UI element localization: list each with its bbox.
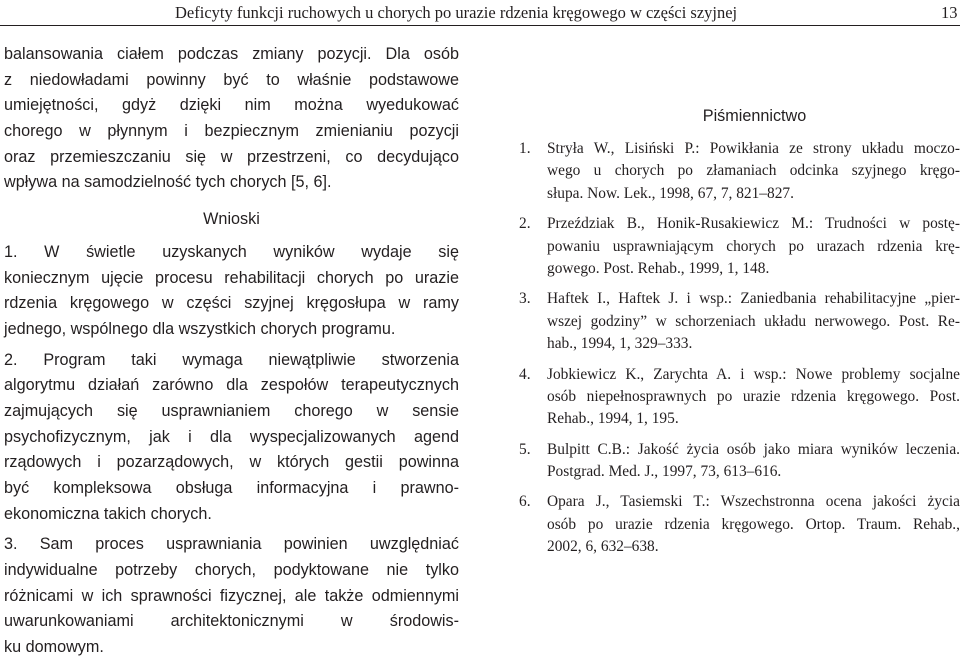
- reference-line: wego u chorych po złamaniach odcinka szyjnego kręgo-: [547, 162, 960, 180]
- header-rule: [0, 25, 960, 26]
- references-column: [519, 100, 960, 567]
- reference-line: słupa. Now. Lek., 1998, 67, 7, 821–827.: [547, 184, 794, 202]
- text-line: umiejętności, gdyż dzięki nim można wyedukować: [4, 96, 459, 115]
- reference-number: 3.: [519, 290, 531, 308]
- text-line: 2. Program taki wymaga niewątpliwie stworzenia: [4, 350, 459, 369]
- reference-item: [519, 491, 960, 558]
- conclusion-point-1: [4, 240, 459, 343]
- text-line: być kompleksowa obsługa informacyjna i prawno-: [4, 479, 459, 497]
- reference-line: Haftek I., Haftek J. i wsp.: Zaniedbania rehabilitacyjne „pier-: [547, 290, 960, 308]
- reference-line: hab., 1994, 1, 329–333.: [547, 335, 693, 353]
- text-line: ekonomiczna takich chorych.: [4, 504, 212, 523]
- text-line: uwarunkowaniami architektonicznymi w środowis-: [4, 612, 459, 631]
- reference-number: 1.: [519, 140, 531, 157]
- reference-line: Postgrad. Med. J., 1997, 73, 613–616.: [547, 463, 782, 481]
- left-column: [4, 42, 459, 661]
- conclusion-point-3: [4, 532, 459, 660]
- reference-number: 2.: [519, 215, 531, 233]
- running-header: [0, 0, 960, 26]
- running-title: Deficyty funkcji ruchowych u chorych po urazie rdzenia kręgowego w części szyjnej: [175, 3, 738, 22]
- conclusions-heading: Wnioski: [203, 210, 260, 229]
- intro-paragraph: [4, 42, 459, 196]
- text-line: balansowania ciałem podczas zmiany pozycji. Dla osób: [4, 45, 459, 63]
- text-line: indywidualne potrzeby chorych, podyktowane nie tylko: [4, 561, 459, 580]
- reference-item: [519, 439, 960, 484]
- text-line: rdzenia kręgowego w części szyjnej kręgosłupa w ramy: [4, 294, 459, 313]
- reference-line: Bulpitt C.B.: Jakość życia osób jako miara wyników leczenia.: [547, 440, 960, 458]
- text-line: różnicami w ich sprawności fizycznej, ale także odmiennymi: [4, 586, 459, 605]
- page-number: 13: [941, 3, 958, 22]
- reference-number: 6.: [519, 493, 531, 511]
- reference-line: Przeździak B., Honik-Rusakiewicz M.: Trudności w postę-: [547, 215, 960, 233]
- reference-line: Rehab., 1994, 1, 195.: [547, 410, 679, 428]
- references-heading: Piśmiennictwo: [702, 107, 807, 125]
- text-line: rządowych i pozarządowych, w których gestii powinna: [4, 453, 459, 472]
- reference-line: Opara J., Tasiemski T.: Wszechstronna ocena jakości życia: [547, 493, 960, 511]
- reference-line: gowego. Post. Rehab., 1999, 1, 148.: [547, 259, 770, 277]
- reference-line: osób po urazie rdzenia kręgowego. Ortop. Traum. Rehab.,: [547, 515, 960, 533]
- reference-line: osób niepełnosprawnych po urazie rdzenia kręgowego. Post.: [547, 387, 960, 405]
- reference-item: [519, 213, 960, 280]
- reference-line: 2002, 6, 632–638.: [547, 538, 659, 556]
- reference-line: wszej godziny” w schorzeniach układu nerwowego. Post. Re-: [547, 312, 960, 330]
- text-line: psychofizycznym, jak i dla wyspecjalizowanych agend: [4, 427, 459, 446]
- conclusion-point-2: [4, 348, 459, 528]
- text-line: 1. W świetle uzyskanych wyników wydaje się: [4, 242, 459, 261]
- text-line: chorego w płynnym i bezpiecznym zmienianiu pozycji: [4, 122, 459, 141]
- reference-line: Stryła W., Lisiński P.: Powikłania ze strony układu moczo-: [547, 140, 960, 157]
- reference-number: 5.: [519, 440, 531, 458]
- text-line: jednego, wspólnego dla wszystkich chorych programu.: [4, 319, 396, 338]
- text-line: algorytmu działań zarówno dla zespołów terapeutycznych: [4, 376, 459, 395]
- text-line: zajmujących się usprawnianiem chorego w sensie: [4, 401, 459, 420]
- reference-item: [519, 364, 960, 431]
- reference-line: powaniu usprawniającym chorych po urazach rdzenia krę-: [547, 237, 960, 255]
- text-line: z niedowładami powinny być to właśnie podstawowe: [4, 70, 459, 89]
- reference-item: [519, 138, 960, 205]
- text-line: ku domowym.: [4, 638, 104, 657]
- text-line: wpływa na samodzielność tych chorych [5, 6].: [4, 173, 332, 192]
- reference-number: 4.: [519, 365, 531, 383]
- reference-line: Jobkiewicz K., Zarychta A. i wsp.: Nowe problemy socjalne: [547, 365, 960, 383]
- text-line: koniecznym ujęcie procesu rehabilitacji chorych po urazie: [4, 268, 459, 287]
- text-line: oraz przemieszczaniu się w przestrzeni, co decydująco: [4, 147, 459, 166]
- reference-item: [519, 288, 960, 355]
- text-line: 3. Sam proces usprawniania powinien uwzględniać: [4, 535, 459, 554]
